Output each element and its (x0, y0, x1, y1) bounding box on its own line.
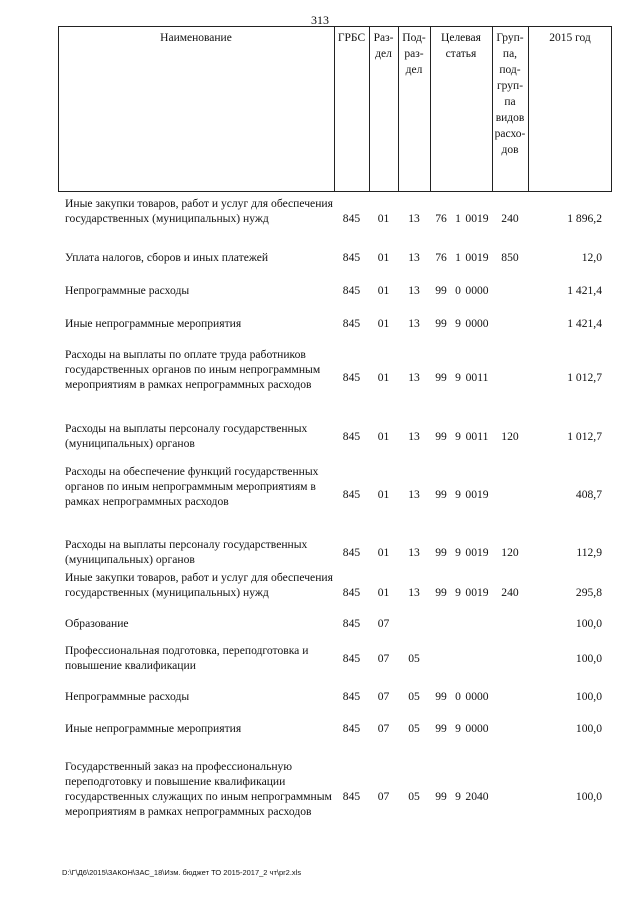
row-b: 9 (455, 371, 461, 384)
row-pr: 05 (408, 790, 420, 803)
row-name: Непрограммные расходы (65, 284, 190, 297)
header-tselevaya-statya: Целевая статья (441, 32, 481, 60)
row-vr: 850 (501, 251, 519, 264)
row-b: 9 (455, 546, 461, 559)
row-rz: 01 (377, 317, 390, 330)
header-year: 2015 год (549, 32, 591, 44)
row-pr: 13 (408, 430, 420, 443)
row-amount: 12,0 (581, 251, 602, 264)
footer-file-path: D:\Г\Д6\2015\ЗАКОН\ЗАС_18\Изм. бюджет ТО 2015-2017_2 чт\pr2.xls (62, 868, 302, 877)
row-a: 99 (435, 488, 447, 501)
row-rz: 01 (377, 371, 390, 384)
row-pr: 13 (408, 546, 420, 559)
row-pr: 13 (408, 212, 420, 225)
row-name: Государственный заказ на профессиональную переподготовку и повышение квалификации государственных служащих по иным непрограммным мероприятиям в рамках непрограммных расходов (65, 760, 332, 818)
row-pr: 13 (408, 586, 420, 599)
row-c: 0019 (465, 212, 489, 225)
row-pr: 13 (408, 488, 420, 501)
row-vr: 120 (501, 546, 519, 559)
row-a: 76 (435, 212, 447, 225)
column-divider (334, 26, 335, 192)
row-pr: 13 (408, 371, 420, 384)
row-b: 9 (455, 317, 461, 330)
row-name: Уплата налогов, сборов и иных платежей (65, 251, 269, 264)
row-c: 0000 (465, 722, 489, 735)
row-rz: 07 (377, 617, 390, 630)
row-amount: 100,0 (575, 652, 602, 665)
row-rz: 07 (377, 722, 390, 735)
row-amount: 100,0 (575, 617, 602, 630)
row-b: 9 (455, 722, 461, 735)
row-amount: 1 421,4 (567, 317, 602, 330)
row-pr: 13 (408, 284, 420, 297)
row-rz: 07 (377, 790, 390, 803)
row-grbs: 845 (342, 690, 361, 703)
row-b: 9 (455, 586, 461, 599)
row-a: 99 (435, 284, 447, 297)
row-name: Расходы на обеспечение функций государственных органов по иным непрограммным мероприятиям в рамках непрограммных расходов (65, 465, 319, 508)
row-name: Расходы на выплаты по оплате труда работников государственных органов по иным непрограммным мероприятиям в рамках непрограммных расходов (65, 348, 321, 391)
row-pr: 13 (408, 251, 420, 264)
row-grbs: 845 (342, 317, 361, 330)
header-name: Наименование (160, 32, 232, 44)
row-a: 99 (435, 546, 447, 559)
row-rz: 01 (377, 546, 390, 559)
row-amount: 1 012,7 (567, 371, 602, 384)
row-rz: 01 (377, 251, 390, 264)
row-grbs: 845 (342, 790, 361, 803)
row-name: Профессиональная подготовка, переподготовка и повышение квалификации (65, 644, 309, 672)
row-name: Иные непрограммные мероприятия (65, 317, 242, 330)
row-pr: 13 (408, 317, 420, 330)
row-grbs: 845 (342, 586, 361, 599)
row-amount: 1 896,2 (567, 212, 602, 225)
row-c: 0011 (465, 430, 489, 443)
row-a: 99 (435, 371, 447, 384)
row-rz: 01 (377, 284, 390, 297)
row-rz: 01 (377, 488, 390, 501)
row-amount: 295,8 (575, 586, 602, 599)
row-rz: 01 (377, 586, 390, 599)
row-rz: 01 (377, 212, 390, 225)
row-pr: 05 (408, 722, 420, 735)
header-podrazdel: Под- раз- дел (402, 32, 426, 76)
row-name: Расходы на выплаты персоналу государственных (муниципальных) органов (65, 422, 308, 450)
row-a: 99 (435, 790, 447, 803)
row-name: Образование (65, 617, 129, 630)
row-b: 9 (455, 790, 461, 803)
row-vr: 240 (501, 212, 519, 225)
row-grbs: 845 (342, 617, 361, 630)
row-grbs: 845 (342, 371, 361, 384)
row-a: 99 (435, 586, 447, 599)
row-amount: 100,0 (575, 690, 602, 703)
row-amount: 112,9 (576, 546, 602, 559)
row-name: Непрограммные расходы (65, 690, 190, 703)
row-grbs: 845 (342, 212, 361, 225)
row-c: 0019 (465, 586, 489, 599)
row-pr: 05 (408, 652, 420, 665)
row-b: 0 (455, 284, 461, 297)
row-a: 99 (435, 317, 447, 330)
row-amount: 408,7 (575, 488, 602, 501)
row-grbs: 845 (342, 722, 361, 735)
row-c: 0019 (465, 251, 489, 264)
row-rz: 01 (377, 430, 390, 443)
row-amount: 100,0 (575, 790, 602, 803)
row-b: 1 (455, 212, 461, 225)
row-rz: 07 (377, 690, 390, 703)
row-c: 2040 (465, 790, 489, 803)
row-c: 0019 (465, 546, 489, 559)
row-grbs: 845 (342, 488, 361, 501)
row-b: 9 (455, 430, 461, 443)
row-amount: 1 421,4 (567, 284, 602, 297)
row-a: 99 (435, 690, 447, 703)
row-pr: 05 (408, 690, 420, 703)
row-c: 0000 (465, 690, 489, 703)
row-grbs: 845 (342, 652, 361, 665)
row-grbs: 845 (342, 430, 361, 443)
header-grbs: ГРБС (337, 32, 366, 44)
row-grbs: 845 (342, 251, 361, 264)
column-divider (528, 26, 529, 192)
row-b: 1 (455, 251, 461, 264)
row-c: 0000 (465, 284, 489, 297)
row-grbs: 845 (342, 546, 361, 559)
row-a: 99 (435, 430, 447, 443)
row-c: 0011 (465, 371, 489, 384)
header-gruppa-vidov: Груп- па, под- груп- па видов расхо- дов (494, 32, 526, 156)
row-name: Расходы на выплаты персоналу государственных (муниципальных) органов (65, 538, 308, 566)
row-b: 0 (455, 690, 461, 703)
row-vr: 240 (501, 586, 519, 599)
row-rz: 07 (377, 652, 390, 665)
row-name: Иные закупки товаров, работ и услуг для обеспечения государственных (муниципальных) нужд (65, 197, 333, 225)
row-vr: 120 (501, 430, 519, 443)
row-c: 0019 (465, 488, 489, 501)
header-razdel: Раз- дел (373, 32, 394, 60)
row-c: 0000 (465, 317, 489, 330)
row-b: 9 (455, 488, 461, 501)
row-grbs: 845 (342, 284, 361, 297)
row-amount: 1 012,7 (567, 430, 602, 443)
row-name: Иные закупки товаров, работ и услуг для обеспечения государственных (муниципальных) нужд (65, 571, 333, 599)
row-amount: 100,0 (575, 722, 602, 735)
row-name: Иные непрограммные мероприятия (65, 722, 242, 735)
page-number: 313 (311, 13, 329, 27)
row-a: 99 (435, 722, 447, 735)
row-a: 76 (435, 251, 447, 264)
